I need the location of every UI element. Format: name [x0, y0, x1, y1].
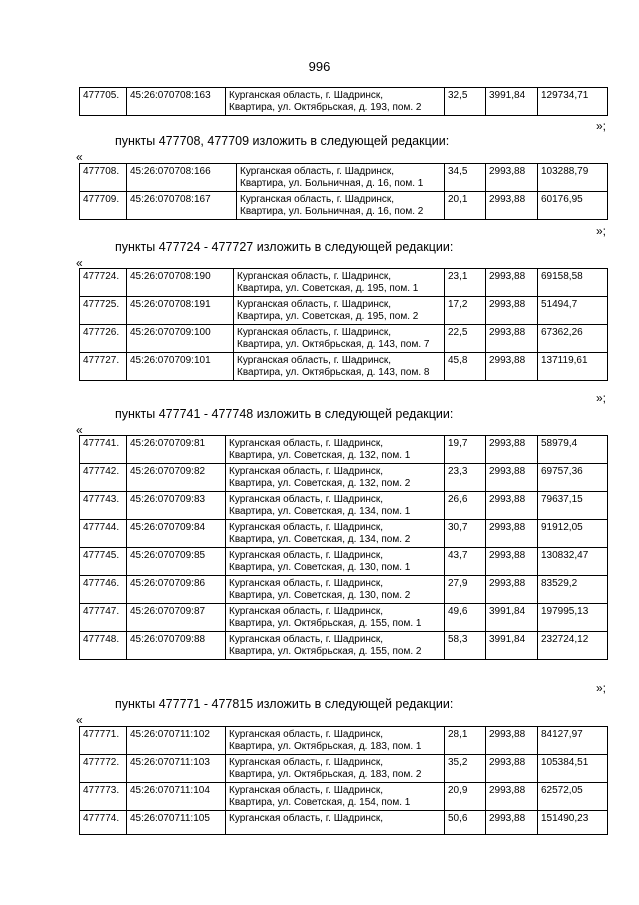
table-row: [80, 269, 608, 297]
table-section-0: [79, 87, 608, 116]
address: Курганская область, г. Шадринск, Квартира, ул. Советская, д. 132, пом. 1: [226, 436, 445, 464]
value: 130832,47: [538, 548, 608, 576]
value: 151490,23: [538, 811, 608, 835]
address: Курганская область, г. Шадринск, Квартира, ул. Октябрьская, д. 155, пом. 1: [226, 604, 445, 632]
cadastral-number: 45:26:070709:83: [127, 492, 226, 520]
item-number: 477772.: [80, 755, 127, 783]
area: 58,3: [445, 632, 486, 660]
table-section-4: [79, 726, 608, 835]
area: 20,9: [445, 783, 486, 811]
table-row: [80, 325, 608, 353]
address: Курганская область, г. Шадринск, Квартира, ул. Советская, д. 130, пом. 1: [226, 548, 445, 576]
area: 22,5: [445, 325, 486, 353]
cadastral-number: 45:26:070708:166: [127, 164, 237, 192]
item-number: 477771.: [80, 727, 127, 755]
table-section-2: [79, 268, 608, 381]
item-number: 477741.: [80, 436, 127, 464]
item-number: 477746.: [80, 576, 127, 604]
address: Курганская область, г. Шадринск, Квартира, ул. Советская, д. 134, пом. 2: [226, 520, 445, 548]
area: 20,1: [445, 192, 486, 220]
section-intro: пункты 477708, 477709 изложить в следующей редакции:: [115, 134, 450, 148]
item-number: 477774.: [80, 811, 127, 835]
table-row: [80, 88, 608, 116]
table-row: [80, 520, 608, 548]
address: Курганская область, г. Шадринск, Квартира, ул. Октябрьская, д. 143, пом. 8: [234, 353, 445, 381]
area: 35,2: [445, 755, 486, 783]
cadastral-number: 45:26:070709:82: [127, 464, 226, 492]
cadastral-number: 45:26:070711:103: [127, 755, 226, 783]
rate: 3991,84: [486, 632, 538, 660]
cadastral-number: 45:26:070708:191: [127, 297, 234, 325]
value: 197995,13: [538, 604, 608, 632]
item-number: 477709.: [80, 192, 127, 220]
value: 91912,05: [538, 520, 608, 548]
area: 30,7: [445, 520, 486, 548]
table-row: [80, 164, 608, 192]
cadastral-number: 45:26:070709:86: [127, 576, 226, 604]
item-number: 477724.: [80, 269, 127, 297]
value: 67362,26: [538, 325, 608, 353]
address: Курганская область, г. Шадринск, Квартира, ул. Октябрьская, д. 183, пом. 1: [226, 727, 445, 755]
closing-quote: »;: [595, 119, 606, 133]
address: Курганская область, г. Шадринск, Квартира, ул. Октябрьская, д. 143, пом. 7: [234, 325, 445, 353]
table-row: [80, 783, 608, 811]
area: 19,7: [445, 436, 486, 464]
opening-quote: «: [76, 150, 83, 164]
value: 232724,12: [538, 632, 608, 660]
rate: 2993,88: [486, 548, 538, 576]
address: Курганская область, г. Шадринск, Квартира, ул. Советская, д. 154, пом. 1: [226, 783, 445, 811]
rate: 2993,88: [486, 325, 538, 353]
rate: 2993,88: [486, 576, 538, 604]
rate: 2993,88: [486, 492, 538, 520]
value: 83529,2: [538, 576, 608, 604]
rate: 2993,88: [486, 353, 538, 381]
table-section-1: [79, 163, 608, 220]
value: 84127,97: [538, 727, 608, 755]
cadastral-number: 45:26:070709:100: [127, 325, 234, 353]
value: 105384,51: [538, 755, 608, 783]
rate: 2993,88: [486, 269, 538, 297]
cadastral-number: 45:26:070708:163: [127, 88, 226, 116]
cadastral-number: 45:26:070709:87: [127, 604, 226, 632]
table-row: [80, 436, 608, 464]
value: 129734,71: [538, 88, 608, 116]
rate: 3991,84: [486, 88, 538, 116]
item-number: 477708.: [80, 164, 127, 192]
value: 103288,79: [538, 164, 608, 192]
section-intro: пункты 477724 - 477727 изложить в следующей редакции:: [115, 240, 454, 254]
value: 58979,4: [538, 436, 608, 464]
cadastral-number: 45:26:070711:102: [127, 727, 226, 755]
rate: 2993,88: [486, 436, 538, 464]
cadastral-number: 45:26:070711:104: [127, 783, 226, 811]
rate: 2993,88: [486, 297, 538, 325]
cadastral-number: 45:26:070711:105: [127, 811, 226, 835]
area: 43,7: [445, 548, 486, 576]
opening-quote: «: [76, 423, 83, 437]
section-intro: пункты 477741 - 477748 изложить в следующей редакции:: [115, 407, 454, 421]
rate: 2993,88: [486, 464, 538, 492]
item-number: 477743.: [80, 492, 127, 520]
opening-quote: «: [76, 256, 83, 270]
cadastral-number: 45:26:070709:101: [127, 353, 234, 381]
opening-quote: «: [76, 713, 83, 727]
address: Курганская область, г. Шадринск, Квартира, ул. Октябрьская, д. 183, пом. 2: [226, 755, 445, 783]
item-number: 477744.: [80, 520, 127, 548]
area: 26,6: [445, 492, 486, 520]
area: 17,2: [445, 297, 486, 325]
item-number: 477727.: [80, 353, 127, 381]
address: Курганская область, г. Шадринск, Квартира, ул. Советская, д. 195, пом. 2: [234, 297, 445, 325]
cadastral-number: 45:26:070709:84: [127, 520, 226, 548]
value: 62572,05: [538, 783, 608, 811]
rate: 2993,88: [486, 192, 538, 220]
area: 50,6: [445, 811, 486, 835]
rate: 2993,88: [486, 164, 538, 192]
value: 69757,36: [538, 464, 608, 492]
area: 49,6: [445, 604, 486, 632]
area: 23,3: [445, 464, 486, 492]
value: 79637,15: [538, 492, 608, 520]
table-row: [80, 755, 608, 783]
table-row: [80, 464, 608, 492]
area: 34,5: [445, 164, 486, 192]
cadastral-number: 45:26:070709:85: [127, 548, 226, 576]
item-number: 477725.: [80, 297, 127, 325]
area: 32,5: [445, 88, 486, 116]
value: 60176,95: [538, 192, 608, 220]
value: 69158,58: [538, 269, 608, 297]
table-row: [80, 353, 608, 381]
address: Курганская область, г. Шадринск,: [226, 811, 445, 835]
address: Курганская область, г. Шадринск, Квартира, ул. Больничная, д. 16, пом. 1: [237, 164, 445, 192]
table-row: [80, 576, 608, 604]
rate: 3991,84: [486, 604, 538, 632]
item-number: 477745.: [80, 548, 127, 576]
rate: 2993,88: [486, 811, 538, 835]
table-row: [80, 811, 608, 835]
area: 27,9: [445, 576, 486, 604]
area: 45,8: [445, 353, 486, 381]
address: Курганская область, г. Шадринск, Квартира, ул. Советская, д. 134, пом. 1: [226, 492, 445, 520]
rate: 2993,88: [486, 727, 538, 755]
cadastral-number: 45:26:070708:167: [127, 192, 237, 220]
area: 28,1: [445, 727, 486, 755]
table-row: [80, 727, 608, 755]
table-row: [80, 297, 608, 325]
closing-quote: »;: [595, 681, 606, 695]
item-number: 477726.: [80, 325, 127, 353]
item-number: 477747.: [80, 604, 127, 632]
address: Курганская область, г. Шадринск, Квартира, ул. Советская, д. 195, пом. 1: [234, 269, 445, 297]
item-number: 477705.: [80, 88, 127, 116]
address: Курганская область, г. Шадринск, Квартира, ул. Больничная, д. 16, пом. 2: [237, 192, 445, 220]
address: Курганская область, г. Шадринск, Квартира, ул. Октябрьская, д. 155, пом. 2: [226, 632, 445, 660]
cadastral-number: 45:26:070709:81: [127, 436, 226, 464]
item-number: 477773.: [80, 783, 127, 811]
table-row: [80, 548, 608, 576]
table-section-3: [79, 435, 608, 660]
address: Курганская область, г. Шадринск, Квартира, ул. Октябрьская, д. 193, пом. 2: [226, 88, 445, 116]
address: Курганская область, г. Шадринск, Квартира, ул. Советская, д. 132, пом. 2: [226, 464, 445, 492]
closing-quote: »;: [595, 391, 606, 405]
rate: 2993,88: [486, 520, 538, 548]
table-row: [80, 492, 608, 520]
address: Курганская область, г. Шадринск, Квартира, ул. Советская, д. 130, пом. 2: [226, 576, 445, 604]
table-row: [80, 192, 608, 220]
item-number: 477748.: [80, 632, 127, 660]
value: 137119,61: [538, 353, 608, 381]
table-row: [80, 604, 608, 632]
table-row: [80, 632, 608, 660]
rate: 2993,88: [486, 783, 538, 811]
item-number: 477742.: [80, 464, 127, 492]
closing-quote: »;: [595, 224, 606, 238]
cadastral-number: 45:26:070709:88: [127, 632, 226, 660]
cadastral-number: 45:26:070708:190: [127, 269, 234, 297]
area: 23,1: [445, 269, 486, 297]
page-number: 996: [308, 59, 331, 74]
rate: 2993,88: [486, 755, 538, 783]
value: 51494,7: [538, 297, 608, 325]
section-intro: пункты 477771 - 477815 изложить в следующей редакции:: [115, 697, 454, 711]
